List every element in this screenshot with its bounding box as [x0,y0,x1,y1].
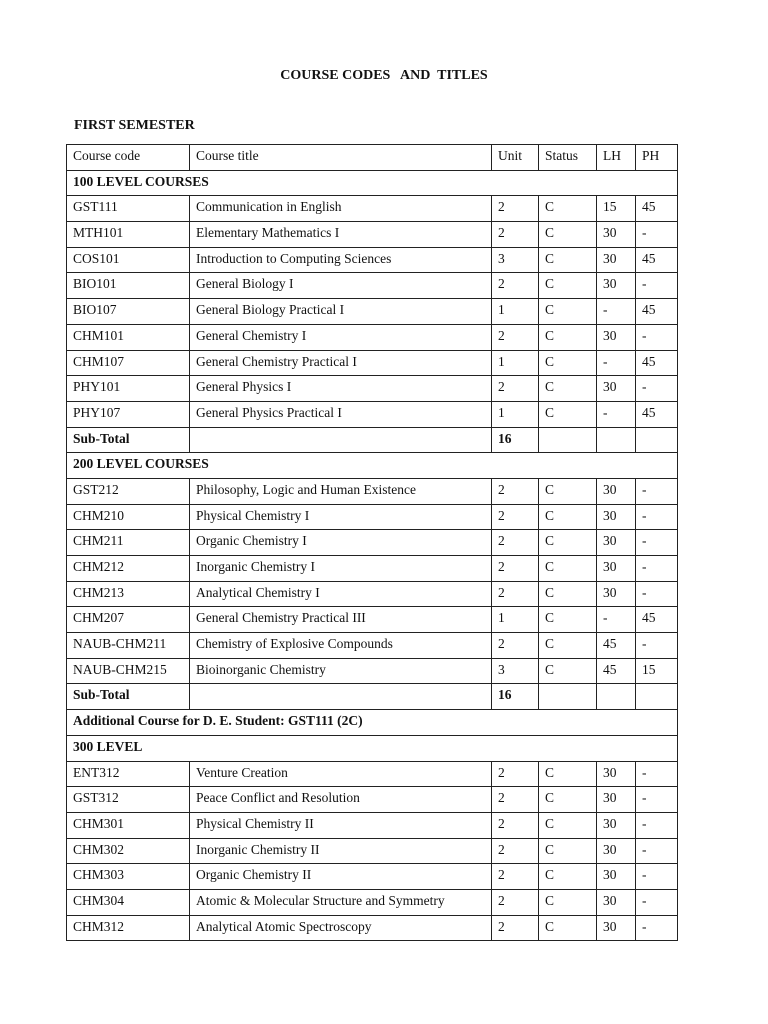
lh-cell: 30 [597,324,636,350]
ph-cell: 45 [636,350,678,376]
status-cell: C [539,222,597,248]
table-row [67,864,678,890]
level-300-heading [67,735,678,761]
ph-cell: 45 [636,401,678,427]
course-title-cell: Organic Chemistry II [190,864,492,890]
ph-cell: - [636,581,678,607]
level-100-heading-label: 100 LEVEL COURSES [67,170,678,196]
unit-cell: 2 [492,761,539,787]
subtotal-row [67,427,678,453]
table-row [67,350,678,376]
table-row [67,658,678,684]
additional-course-note-label: Additional Course for D. E. Student: GST111 (2C) [67,710,678,736]
table-row [67,247,678,273]
course-code-cell: CHM312 [67,915,190,941]
ph-cell: PH [636,145,678,171]
course-code-cell: PHY107 [67,401,190,427]
status-cell: C [539,812,597,838]
table-row [67,838,678,864]
unit-cell: 2 [492,376,539,402]
course-title-cell: Analytical Atomic Spectroscopy [190,915,492,941]
course-code-cell: CHM211 [67,530,190,556]
level-200-heading-label: 200 LEVEL COURSES [67,453,678,479]
status-cell: C [539,581,597,607]
course-title-cell: Introduction to Computing Sciences [190,247,492,273]
ph-cell: - [636,556,678,582]
course-code-cell: CHM213 [67,581,190,607]
subtotal-label: Sub-Total [67,684,190,710]
empty-cell [636,684,678,710]
ph-cell: - [636,376,678,402]
ph-cell: 45 [636,299,678,325]
lh-cell: 45 [597,633,636,659]
ph-cell: - [636,838,678,864]
course-code-cell: COS101 [67,247,190,273]
status-cell: C [539,247,597,273]
unit-cell: 2 [492,889,539,915]
unit-cell: 2 [492,915,539,941]
course-title-cell: Peace Conflict and Resolution [190,787,492,813]
subtotal-value: 16 [492,427,539,453]
table-row [67,504,678,530]
subtotal-label: Sub-Total [67,427,190,453]
course-code-cell: ENT312 [67,761,190,787]
course-title-cell: Organic Chemistry I [190,530,492,556]
table-row [67,401,678,427]
table-row [67,889,678,915]
ph-cell: - [636,761,678,787]
course-title-cell: Philosophy, Logic and Human Existence [190,478,492,504]
course-code-cell: BIO101 [67,273,190,299]
empty-cell [190,427,492,453]
course-title-cell: Physical Chemistry I [190,504,492,530]
status-cell: C [539,478,597,504]
course-code-cell: NAUB-CHM215 [67,658,190,684]
course-code-cell: Course code [67,145,190,171]
course-code-cell: GST111 [67,196,190,222]
course-title-cell: General Biology I [190,273,492,299]
course-title-cell: Inorganic Chemistry II [190,838,492,864]
empty-cell [597,427,636,453]
status-cell: C [539,299,597,325]
status-cell: C [539,607,597,633]
table-row [67,581,678,607]
course-title-cell: Bioinorganic Chemistry [190,658,492,684]
course-code-cell: CHM303 [67,864,190,890]
ph-cell: - [636,812,678,838]
status-cell: Status [539,145,597,171]
unit-cell: 1 [492,350,539,376]
empty-cell [190,684,492,710]
level-300-heading-label: 300 LEVEL [67,735,678,761]
course-code-cell: GST212 [67,478,190,504]
lh-cell: 30 [597,761,636,787]
ph-cell: 45 [636,247,678,273]
course-code-cell: CHM107 [67,350,190,376]
table-row [67,530,678,556]
lh-cell: 30 [597,889,636,915]
unit-cell: 2 [492,530,539,556]
lh-cell: 30 [597,915,636,941]
lh-cell: 30 [597,787,636,813]
level-200-heading [67,453,678,479]
ph-cell: - [636,787,678,813]
course-code-cell: PHY101 [67,376,190,402]
course-title-cell: Course title [190,145,492,171]
lh-cell: 30 [597,581,636,607]
table-row [67,273,678,299]
subtotal-row [67,684,678,710]
lh-cell: - [597,299,636,325]
table-row [67,299,678,325]
unit-cell: 2 [492,633,539,659]
unit-cell: 2 [492,864,539,890]
unit-cell: 2 [492,556,539,582]
lh-cell: 30 [597,864,636,890]
course-code-cell: CHM301 [67,812,190,838]
course-code-cell: CHM212 [67,556,190,582]
table-row [67,376,678,402]
status-cell: C [539,633,597,659]
ph-cell: - [636,633,678,659]
lh-cell: 30 [597,376,636,402]
table-row [67,478,678,504]
table-row [67,556,678,582]
status-cell: C [539,761,597,787]
unit-cell: 2 [492,324,539,350]
status-cell: C [539,915,597,941]
course-code-cell: CHM210 [67,504,190,530]
course-title-cell: General Physics I [190,376,492,402]
course-code-cell: NAUB-CHM211 [67,633,190,659]
status-cell: C [539,864,597,890]
course-title-cell: Inorganic Chemistry I [190,556,492,582]
table-row [67,787,678,813]
unit-cell: 3 [492,247,539,273]
course-title-cell: General Chemistry Practical III [190,607,492,633]
ph-cell: - [636,864,678,890]
empty-cell [597,684,636,710]
ph-cell: - [636,478,678,504]
status-cell: C [539,787,597,813]
table-row [67,607,678,633]
course-title-cell: Physical Chemistry II [190,812,492,838]
table-row [67,196,678,222]
document-title: COURSE CODES AND TITLES [280,68,488,83]
table-row [67,812,678,838]
level-100-heading [67,170,678,196]
unit-cell: 2 [492,581,539,607]
course-title-cell: General Physics Practical I [190,401,492,427]
lh-cell: - [597,607,636,633]
ph-cell: - [636,324,678,350]
course-code-cell: CHM207 [67,607,190,633]
ph-cell: - [636,889,678,915]
table-row [67,222,678,248]
course-code-cell: CHM304 [67,889,190,915]
subtotal-value: 16 [492,684,539,710]
unit-cell: 2 [492,478,539,504]
table-row [67,915,678,941]
unit-cell: 1 [492,401,539,427]
unit-cell: 2 [492,812,539,838]
ph-cell: 45 [636,196,678,222]
ph-cell: - [636,273,678,299]
status-cell: C [539,324,597,350]
table-row [67,761,678,787]
unit-cell: 2 [492,787,539,813]
lh-cell: 30 [597,504,636,530]
lh-cell: 30 [597,273,636,299]
header-row [67,145,678,171]
course-title-cell: Venture Creation [190,761,492,787]
course-title-cell: General Chemistry Practical I [190,350,492,376]
status-cell: C [539,273,597,299]
course-title-cell: General Biology Practical I [190,299,492,325]
lh-cell: 30 [597,478,636,504]
course-code-cell: MTH101 [67,222,190,248]
status-cell: C [539,504,597,530]
status-cell: C [539,889,597,915]
course-title-cell: Communication in English [190,196,492,222]
lh-cell: - [597,401,636,427]
unit-cell: 2 [492,838,539,864]
course-code-cell: CHM101 [67,324,190,350]
status-cell: C [539,401,597,427]
unit-cell: 2 [492,273,539,299]
status-cell: C [539,556,597,582]
course-title-cell: General Chemistry I [190,324,492,350]
ph-cell: - [636,915,678,941]
unit-cell: 1 [492,299,539,325]
unit-cell: 2 [492,222,539,248]
empty-cell [636,427,678,453]
lh-cell: 30 [597,222,636,248]
ph-cell: 45 [636,607,678,633]
lh-cell: 30 [597,812,636,838]
status-cell: C [539,838,597,864]
ph-cell: 15 [636,658,678,684]
empty-cell [539,684,597,710]
course-title-cell: Atomic & Molecular Structure and Symmetry [190,889,492,915]
status-cell: C [539,350,597,376]
unit-cell: 2 [492,504,539,530]
status-cell: C [539,530,597,556]
semester-heading: FIRST SEMESTER [74,118,195,133]
lh-cell: - [597,350,636,376]
unit-cell: 3 [492,658,539,684]
table-row [67,633,678,659]
lh-cell: 30 [597,530,636,556]
course-code-cell: CHM302 [67,838,190,864]
ph-cell: - [636,504,678,530]
status-cell: C [539,376,597,402]
lh-cell: 45 [597,658,636,684]
unit-cell: 2 [492,196,539,222]
ph-cell: - [636,222,678,248]
course-table [66,144,678,941]
empty-cell [539,427,597,453]
lh-cell: 30 [597,247,636,273]
course-code-cell: BIO107 [67,299,190,325]
status-cell: C [539,658,597,684]
course-code-cell: GST312 [67,787,190,813]
unit-cell: Unit [492,145,539,171]
course-table-body [67,145,678,941]
lh-cell: 15 [597,196,636,222]
lh-cell: 30 [597,556,636,582]
course-title-cell: Analytical Chemistry I [190,581,492,607]
lh-cell: LH [597,145,636,171]
lh-cell: 30 [597,838,636,864]
table-row [67,324,678,350]
status-cell: C [539,196,597,222]
unit-cell: 1 [492,607,539,633]
course-title-cell: Chemistry of Explosive Compounds [190,633,492,659]
additional-course-note [67,710,678,736]
ph-cell: - [636,530,678,556]
course-title-cell: Elementary Mathematics I [190,222,492,248]
